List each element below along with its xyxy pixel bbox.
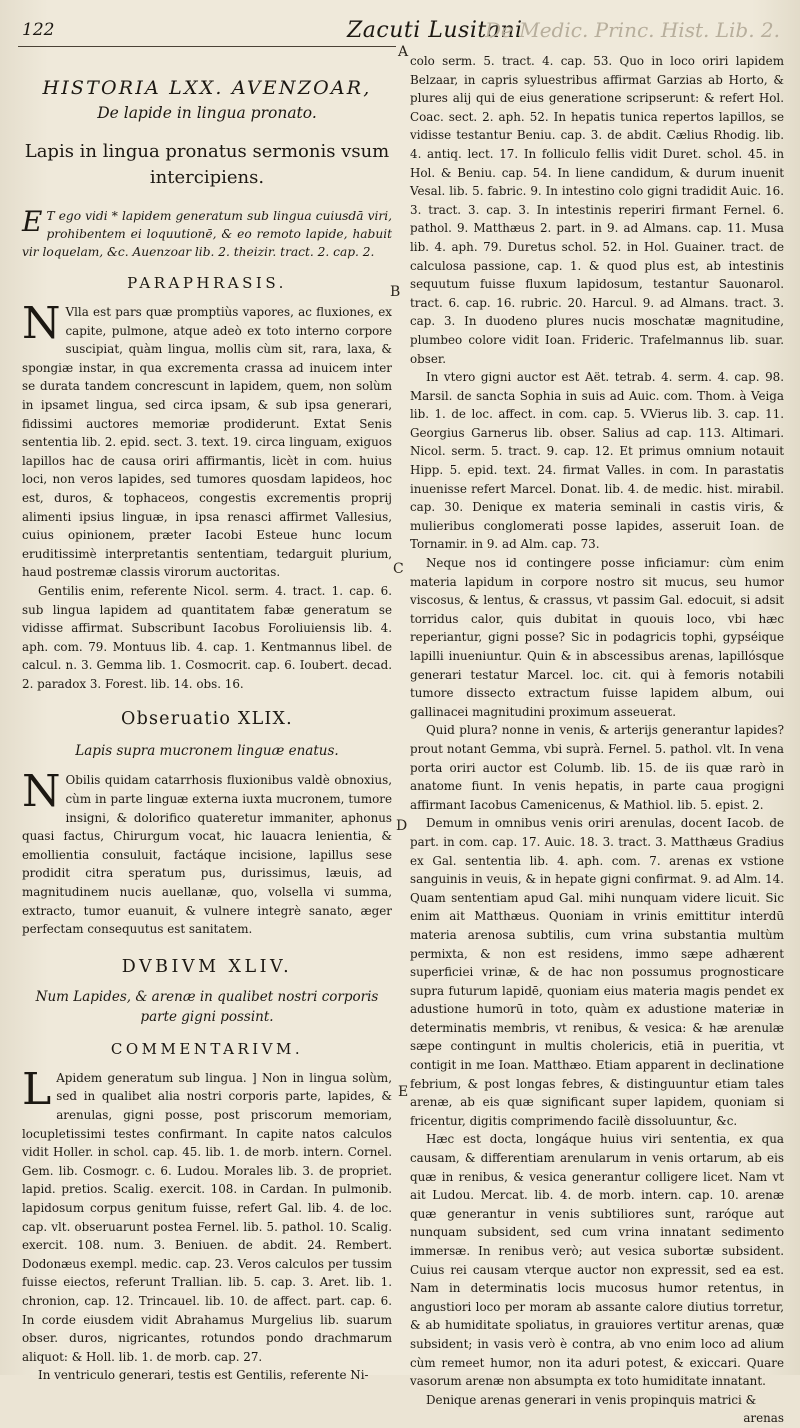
left-column xyxy=(22,52,392,1385)
page-number: 122 xyxy=(22,20,55,40)
quote-initial: E xyxy=(22,205,43,238)
quote-text: T ego vidi * lapidem generatum sub lingua cuiusdā viri, prohibentem ei loquutionē, & eo remoto lapide, habuit vir loquelam, &c. Auenzoar lib. 2. theizir. tract. 2. cap. 2. xyxy=(22,209,392,259)
header-rule xyxy=(18,46,396,47)
margin-letter-d: D xyxy=(396,818,408,834)
observatio-heading: Obseruatio XLIX. xyxy=(121,709,293,730)
auenzoar-quote xyxy=(22,207,392,261)
paraphrasis-paragraph-2: Gentilis enim, referente Nicol. serm. 4. tract. 1. cap. 6. sub lingua lapidem ad quantitatem fabæ generatum se vidisse affirmat. Subscribunt Iacobus Foroliuiensis lib. 4. aph. com. 79. Montuus lib. 4. cap. 1. Kentmannus libel. de calcul. n. 3. Gemma lib. 1. Cosmocrit. cap. 6. Ioubert. decad. 2. paradox 3. Forest. lib. 14. obs. 16. xyxy=(22,583,392,691)
right-paragraph-5: Demum in omnibus venis oriri arenulas, docent Iacob. de part. in com. cap. 17. Auic. 18. 3. tract. 3. Matthæus Gradius ex Gal. sententia lib. 4. aph. com. 7. arenas ex vstione sanguinis in veuis, & in hepate gigni confirmat. 9. ad Alm. 14. Quam sententiam apud Gal. mihi nunquam videre licuit. Sic enim ait Matthæus. Quoniam in vrinis emittitur interdū materia arenosa subtilis, cum vrina substantia multùm permixta, & non est residens, immo sæpe adhærent superficiei vrinæ, & de hac non possumus prognosticare supra futurum lapidē, quoniam eius materia magis pendet ex adustione humorū in toto, quàm ex adustione materiæ in determinatis membris, vt renibus, & vesica: & hæ arenulæ sæpe contingunt in multis cholericis, etiā in pueritia, vt contigit in me Ioan. Matthæo. Etiam apparent in declinatione febrium, & post longas febres, & distinguuntur etiam tales arenæ, ab eis quæ significant super lapidem, quoniam si fricentur, digitis comprimendo facilè dissoluuntur, &c. xyxy=(410,816,784,1128)
dubium-question: Num Lapides, & arenæ in qualibet nostri corporis parte gigni possint. xyxy=(35,988,379,1025)
commentarium-text: Apidem generatum sub lingua. ] Non in lingua solùm, sed in qualibet alia nostri corporis parte, lapides, & arenulas, gigni posse, post priscorum memoriam, locupletissimi testes confirmant. In capite natos calculos vidit Holler. in schol. cap. 45. lib. 1. de morb. intern. Cornel. Gem. lib. Cosmogr. c. 6. Ludou. Morales lib. 3. de propriet. lapid. pretios. Scalig. exercit. 108. in Cardan. In pulmonib. lapidosum corpus genitum fuisse, refert Gal. lib. 4. de loc. cap. vlt. obseruarunt postea Fernel. lib. 5. pathol. 10. Scalig. exercit. 108. num. 3. Beniuen. de abdit. 24. Rembert. Dodonæus exempl. medic. cap. 23. Veros calculos per tussim fuisse eiectos, referunt Trallian. lib. 5. cap. 3. Aret. lib. 1. chronion, cap. 12. Trincauel. lib. 10. de affect. part. cap. 6. In corde eiusdem vidit Abrahamus Murgelius lib. suarum obser. duros, nigricantes, rotundos pondo drachmarum aliquot: & Holl. lib. 1. de morb. cap. 27. xyxy=(22,1070,392,1364)
commentarium-initial: L xyxy=(22,1063,52,1115)
paraphrasis-text-1: Vlla est pars quæ promptiùs vapores, ac fluxiones, ex capite, pulmone, atque adeò ex toto interno corpore suscipiat, quàm lingua, mollis cùm sit, rara, laxa, & spongiæ instar, in qua excrementa crassa ad inuicem inter se durata tandem concrescunt in lapidem, quem, non solùm in ipsamet lingua, sed circa ipsam, & sub ipsa generari, fidissimi auctores memoriæ prodiderunt. Extat Senis sententia lib. 2. epid. sect. 3. text. 19. circa linguam, exiguos lapillos hac de causa oriri affirmantis, licèt in com. huius loci, non veros lapides, sed tumores quosdam lapideos, hoc est, duros, & tophaceos, congestis excrementis proprij alimenti ipsius linguæ, in ipsa renasci affirmet Vallesius, cuius opinionem, præter Iacobi Esteue hunc locum eruditissimè interpretantis sententiam, tedarguit plurium, haud postremæ classis virorum auctoritas. xyxy=(22,305,392,580)
observatio-initial: N xyxy=(22,766,61,818)
right-paragraph-2: In vtero gigni auctor est Aët. tetrab. 4. serm. 4. cap. 98. Marsil. de sancta Sophia in suis ad Auic. com. Thom. à Veiga lib. 1. de loc. affect. in com. cap. 5. VVierus lib. 3. cap. 11. Georgius Garnerus lib. obser. Salius ad cap. 113. Altimari. Nicol. serm. 5. tract. 9. cap. 12. Et primus omnium notauit Hipp. 5. epid. text. 24. firmat Valles. in com. In parastatis inuenisse refert Marcel. Donat. lib. 4. de medic. hist. mirabil. cap. 30. Denique ex materia seminali in castis viris, & mulieribus conglomerati posse lapides, asseruit Ioan. de Tornamir. in 9. ad Alm. cap. 73. xyxy=(410,370,784,552)
margin-letter-c: C xyxy=(393,561,404,577)
right-paragraph-4: Quid plura? nonne in venis, & arterijs generantur lapides? prout notant Gemma, vbi suprà. Fernel. 5. pathol. vlt. In vena porta oriri auctor est Columb. lib. 15. de iis quæ rarò in anatome fiunt. In venis hepatis, in parte caua progigni affirmant Iacobus Camenicenus, & Mathiol. lib. 5. epist. 2. xyxy=(410,723,784,812)
commentarium-paragraph xyxy=(22,1063,392,1367)
bleed-through-title: De Medic. Princ. Hist. Lib. 2. xyxy=(485,18,780,42)
commentarium-heading: COMMENTARIVM. xyxy=(110,1039,304,1058)
right-column xyxy=(410,52,784,1428)
running-title: Zacuti Lusitani xyxy=(347,18,523,43)
observatio-subtitle: Lapis supra mucronem linguæ enatus. xyxy=(75,743,339,760)
historia-heading: HISTORIA LXX. AVENZOAR, xyxy=(42,77,372,99)
observatio-text: Obilis quidam catarrhosis fluxionibus valdè obnoxius, cùm in parte linguæ externa iuxta mucronem, tumore insigni, & dolorifico quateretur immaniter, aphonus quasi factus, Chirurgum vocat, hic lauacra lenientia, & emollientia consuluit, factáque incisione, lapillus sese prodidit citra speratum pus, durissimus, læuis, ad magnitudinem nucis auellanæ, quo, volsella vi summa, extracto, tumor euanuit, & vulnere integrè sanato, æger perfectam consequutus est sanitatem. xyxy=(22,773,392,937)
margin-letter-a: A xyxy=(398,44,409,60)
dubium-heading: DVBIVM XLIV. xyxy=(121,956,293,977)
paraphrasis-initial: N xyxy=(22,298,61,349)
paraphrasis-paragraph-1 xyxy=(22,298,392,582)
catchword: arenas xyxy=(743,1411,784,1426)
right-paragraph-1: colo serm. 5. tract. 4. cap. 53. Quo in loco oriri lapidem Belzaar, in capris syluestribus affirmat Garzias ab Horto, & plures alij qui de eius generatione scripserunt: & refert Hol. Coac. sect. 2. aph. 52. In hepatis tunica repertos lapillos, se vidisse testantur Beniu. cap. 3. de abdit. Cælius Rhodig. lib. 4. antiq. lect. 17. In folliculo fellis vidit Duret. schol. 45. in Hol. & Beniu. cap. 54. In liene candidum, & durum inuenit Vesal. lib. 5. fabric. 9. In intestino colo gigni tradidit Auic. 16. 3. tract. 3. cap. 3. In intestinis reperiri firmant Fernel. 6. pathol. 9. Matthæus 2. part. in 9. ad Almans. cap. 11. Musa lib. 4. aph. 79. Duretus schol. 52. in Hol. Guainer. tract. de calculosa passione, cap. 1. & quod plus est, ab intestinis sequutum fuisse fluxum lapidosum, testantur Sauonarol. tract. 6. cap. 16. rubric. 20. Harcul. 9. ad Almans. tract. 3. cap. 3. In duodeno plures nucis moschatæ magnitudine, plumbeo colore vidit Ioan. Frideric. Trafelmannus lib. suar. obser. xyxy=(410,54,784,366)
right-paragraph-7: Denique arenas generari in venis propinquis matrici & xyxy=(426,1392,757,1407)
margin-letter-e: E xyxy=(398,1084,409,1100)
paraphrasis-heading: PARAPHRASIS. xyxy=(127,274,287,292)
historia-subtitle: De lapide in lingua pronato. xyxy=(97,104,317,122)
chapter-title: Lapis in lingua pronatus sermonis vsum intercipiens. xyxy=(24,141,390,188)
right-paragraph-6: Hæc est docta, longáque huius viri sententia, ex qua causam, & differentiam arenularum in venis ortarum, ab eis quæ in renibus, & vesica generantur colligere licet. Nam vt ait Ludou. Mercat. lib. 4. de morb. intern. cap. 10. arenæ quæ generantur in venis subtiliores sunt, raróque aut nunquam subsident, sed cum vrina innatant sedimento immersæ. In renibus verò; aut vesica subortæ subsident. Cuius rei causam vterque auctor non expressit, sed ea est. Nam in determinatis locis mucosus humor retentus, in angustiori loco per moram ab assante calore diutius torretur, & ab humiditate spoliatus, in grauiores vertitur arenas, quæ subsident; in vasis verò è contra, ab vno enim loco ad alium cùm remeet humor, non ita aduri potest, & exiccari. Quare vasorum arenæ non absumpta ex toto humiditate innatant. xyxy=(410,1132,784,1389)
margin-letter-b: B xyxy=(390,284,401,300)
observatio-paragraph xyxy=(22,766,392,938)
commentarium-last-line: In ventriculo generari, testis est Gentilis, referente Ni- xyxy=(38,1368,369,1383)
right-paragraph-3: Neque nos id contingere posse inficiamur: cùm enim materia lapidum in corpore nostro sit mucus, seu humor viscosus, & lentus, & crassus, vt passim Gal. edocuit, si adsit torridus calor, quis dubitat in quouis loco, vbi hæc reperiantur, gigni posse? Sic in podagricis tophi, gypséique lapilli inueniuntur. Quin & in abscessibus arenas, lapillósque generari testatur Marcel. loc. cit. qui à femoris notabili tumore dissecto extractum fuisse lapidem album, oui gallinacei magnitudini proximum asseuerat. xyxy=(410,556,784,719)
